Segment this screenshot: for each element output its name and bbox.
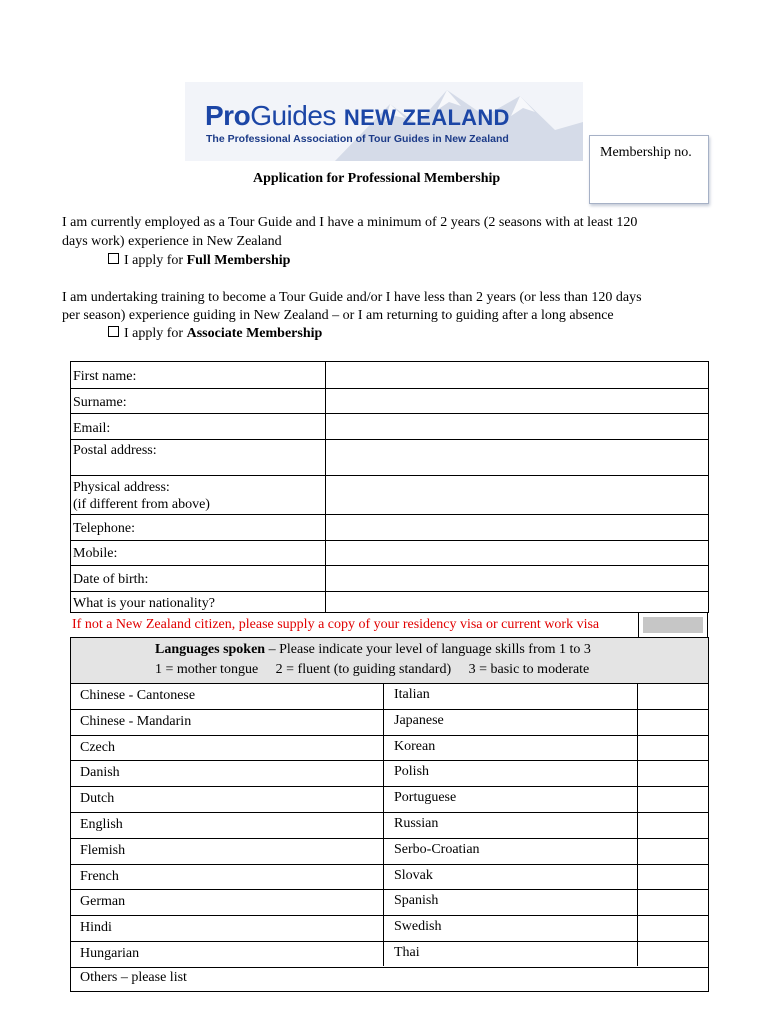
language-level-field[interactable] bbox=[638, 709, 708, 734]
languages-instruction: – Please indicate your level of language skills from 1 to 3 bbox=[265, 642, 591, 657]
row-divider bbox=[71, 915, 708, 916]
full-membership-criteria-1: I am currently employed as a Tour Guide and I have a minimum of 2 years (2 seasons with at least 120 bbox=[62, 215, 638, 230]
physical-address-field[interactable] bbox=[326, 476, 708, 514]
language-name: Russian bbox=[394, 816, 439, 831]
email-field[interactable] bbox=[326, 414, 708, 439]
row-divider bbox=[71, 709, 708, 710]
language-name: Danish bbox=[80, 765, 120, 781]
language-level-field[interactable] bbox=[271, 864, 382, 889]
row-divider bbox=[71, 838, 708, 839]
languages-header-title bbox=[155, 642, 591, 658]
associate-membership-apply-text: I apply for bbox=[124, 326, 187, 341]
language-level-field[interactable] bbox=[638, 812, 708, 837]
language-name: English bbox=[80, 817, 123, 832]
languages-scale: 1 = mother tongue 2 = fluent (to guiding standard) 3 = basic to moderate bbox=[155, 662, 590, 677]
membership-number-label: Membership no. bbox=[600, 145, 692, 160]
language-level-field[interactable] bbox=[271, 786, 382, 811]
language-name: Portuguese bbox=[394, 790, 457, 806]
logo-guides: Guides bbox=[250, 100, 336, 131]
language-level-field[interactable] bbox=[271, 915, 382, 940]
mobile-field[interactable] bbox=[326, 541, 708, 565]
language-name: Japanese bbox=[394, 712, 444, 728]
associate-membership-checkbox[interactable] bbox=[108, 326, 119, 337]
proguides-logo bbox=[185, 82, 583, 161]
date-of-birth-field[interactable] bbox=[326, 566, 708, 591]
language-level-field[interactable] bbox=[638, 735, 708, 760]
language-level-field[interactable] bbox=[638, 683, 708, 708]
associate-membership-criteria-2: per season) experience guiding in New Zealand – or I am returning to guiding after a long absence bbox=[62, 308, 614, 323]
language-level-field[interactable] bbox=[271, 735, 382, 760]
first-name-field[interactable] bbox=[326, 362, 708, 388]
visa-checkbox-fill bbox=[643, 617, 703, 633]
language-level-field[interactable] bbox=[271, 941, 382, 966]
surname-field[interactable] bbox=[326, 389, 708, 413]
language-level-field[interactable] bbox=[638, 889, 708, 914]
logo-tagline: The Professional Association of Tour Guides in New Zealand bbox=[206, 133, 509, 145]
row-divider bbox=[71, 760, 708, 761]
language-name: Chinese - Mandarin bbox=[80, 713, 192, 729]
languages-spoken-label: Languages spoken bbox=[155, 642, 266, 657]
language-level-field[interactable] bbox=[271, 709, 382, 734]
language-level-field[interactable] bbox=[638, 864, 708, 889]
language-name: Hungarian bbox=[80, 946, 140, 961]
languages-table bbox=[70, 637, 709, 992]
visa-checkbox[interactable] bbox=[638, 612, 708, 638]
mobile-label: Mobile: bbox=[73, 546, 118, 561]
others-label: Others – please list bbox=[80, 969, 187, 985]
logo-pro: Pro bbox=[205, 100, 251, 131]
nationality-field[interactable] bbox=[326, 592, 708, 612]
language-name: French bbox=[80, 868, 119, 884]
postal-address-label: Postal address: bbox=[73, 443, 157, 458]
language-name: Czech bbox=[80, 739, 115, 755]
nationality-label: What is your nationality? bbox=[73, 596, 215, 611]
language-name: Dutch bbox=[80, 791, 115, 807]
postal-address-field[interactable] bbox=[326, 440, 708, 475]
language-name: Chinese - Cantonese bbox=[80, 688, 196, 703]
language-name: Thai bbox=[394, 945, 420, 960]
language-level-field[interactable] bbox=[638, 838, 708, 863]
associate-membership-option[interactable] bbox=[108, 326, 322, 342]
language-name: Italian bbox=[394, 687, 430, 702]
associate-membership-criteria-1: I am undertaking training to become a Tour Guide and/or I have less than 2 years (or less than 120 days bbox=[62, 290, 642, 305]
languages-header bbox=[71, 638, 708, 684]
visa-note: If not a New Zealand citizen, please supply a copy of your residency visa or current work visa bbox=[72, 617, 600, 632]
language-level-field[interactable] bbox=[638, 915, 708, 940]
page-title: Application for Professional Membership bbox=[253, 171, 501, 186]
full-membership-checkbox[interactable] bbox=[108, 253, 119, 264]
full-membership-criteria-2: days work) experience in New Zealand bbox=[62, 234, 282, 249]
associate-membership-label: Associate Membership bbox=[186, 326, 323, 341]
language-name: Korean bbox=[394, 738, 436, 754]
language-level-field[interactable] bbox=[638, 941, 708, 966]
language-level-field[interactable] bbox=[271, 683, 382, 708]
others-field[interactable] bbox=[221, 968, 708, 991]
date-of-birth-label: Date of birth: bbox=[73, 572, 149, 587]
language-name: Hindi bbox=[80, 920, 112, 936]
language-level-field[interactable] bbox=[271, 812, 382, 837]
telephone-label: Telephone: bbox=[73, 521, 135, 536]
language-level-field[interactable] bbox=[638, 786, 708, 811]
full-membership-apply-text: I apply for bbox=[124, 253, 187, 268]
language-name: Serbo-Croatian bbox=[394, 841, 480, 857]
membership-number-box[interactable] bbox=[589, 135, 709, 204]
physical-address-note: (if different from above) bbox=[73, 497, 210, 512]
personal-details-table bbox=[70, 361, 709, 613]
surname-label: Surname: bbox=[73, 395, 127, 410]
language-level-field[interactable] bbox=[638, 760, 708, 785]
language-level-field[interactable] bbox=[271, 889, 382, 914]
full-membership-label: Full Membership bbox=[186, 253, 291, 268]
row-divider bbox=[71, 786, 708, 787]
language-name: Polish bbox=[394, 764, 430, 780]
first-name-label: First name: bbox=[73, 369, 137, 384]
language-name: Slovak bbox=[394, 867, 433, 883]
row-divider bbox=[71, 812, 708, 813]
row-divider bbox=[71, 889, 708, 890]
row-divider bbox=[71, 864, 708, 865]
language-name: Swedish bbox=[394, 919, 442, 935]
language-name: Flemish bbox=[80, 842, 126, 858]
language-level-field[interactable] bbox=[271, 760, 382, 785]
row-divider bbox=[71, 941, 708, 942]
physical-address-label: Physical address: bbox=[73, 480, 170, 495]
logo-wordmark bbox=[205, 102, 510, 130]
language-level-field[interactable] bbox=[271, 838, 382, 863]
language-name: German bbox=[80, 894, 126, 910]
telephone-field[interactable] bbox=[326, 515, 708, 540]
column-divider bbox=[383, 683, 384, 966]
email-label: Email: bbox=[73, 421, 111, 436]
row-divider bbox=[71, 735, 708, 736]
full-membership-option[interactable] bbox=[108, 253, 290, 269]
logo-new-zealand: NEW ZEALAND bbox=[343, 105, 510, 130]
language-name: Spanish bbox=[394, 893, 439, 909]
